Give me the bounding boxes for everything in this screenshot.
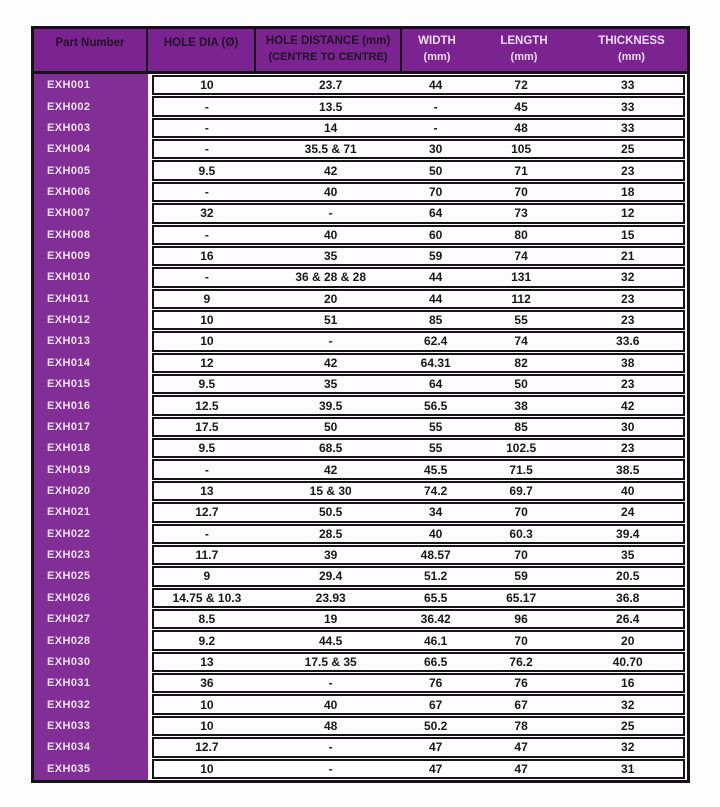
length-cell: 73 — [514, 206, 528, 221]
table-row — [34, 737, 687, 757]
length-cell: 50 — [514, 377, 528, 392]
hole-dia-cell: 8.5 — [198, 612, 216, 627]
length-cell: 76.2 — [509, 654, 533, 669]
length-cell: 74 — [514, 249, 528, 264]
part-number-cell: EXH026 — [47, 591, 91, 604]
hole-dia-cell: 13 — [200, 654, 214, 669]
length-cell: 59 — [514, 569, 528, 584]
part-number-cell: EXH015 — [47, 378, 91, 391]
thickness-cell: 40 — [621, 484, 635, 498]
width-cell: 50 — [429, 163, 443, 178]
row-values-strip — [152, 566, 685, 586]
row-values-strip — [152, 737, 685, 757]
header-part-number — [34, 29, 148, 71]
length-cell: 72 — [514, 78, 528, 93]
header-width-unit: (mm) — [423, 50, 451, 63]
row-values-strip — [152, 609, 685, 629]
hole-dia-cell: - — [204, 526, 209, 541]
length-cell: 80 — [514, 227, 528, 242]
width-cell: 47 — [429, 740, 443, 755]
part-number-cell: EXH009 — [47, 250, 91, 263]
header-thickness — [576, 29, 687, 71]
thickness-cell: 25 — [621, 718, 635, 733]
part-number-cell: EXH027 — [47, 613, 91, 626]
hole-dia-cell: 9.5 — [198, 441, 216, 456]
table-row — [34, 160, 687, 180]
part-number-cell: EXH002 — [47, 100, 91, 113]
part-number-cell: EXH016 — [47, 399, 91, 412]
thickness-cell: 24 — [621, 505, 635, 520]
hole-dia-cell: - — [204, 142, 209, 157]
row-values-strip — [152, 353, 685, 373]
length-cell: 70 — [514, 184, 528, 199]
hole-distance-cell: 44.5 — [319, 633, 343, 648]
table-row — [34, 609, 687, 629]
hole-distance-cell: 42 — [324, 163, 338, 178]
hole-distance-cell: 23.93 — [315, 590, 346, 605]
width-cell: 40 — [429, 526, 443, 541]
table-row — [34, 331, 687, 351]
header-width — [402, 29, 472, 71]
hole-dia-cell: 9.2 — [198, 633, 216, 648]
part-number-cell: EXH014 — [47, 356, 91, 369]
hole-dia-cell: 12.7 — [195, 505, 219, 520]
header-hole-distance-label: HOLE DISTANCE (mm) — [265, 35, 391, 47]
hole-dia-cell: 10 — [200, 761, 214, 776]
row-values-strip — [152, 182, 685, 202]
header-hole-distance — [256, 29, 402, 71]
hole-distance-cell: 40 — [324, 184, 338, 199]
table-row — [34, 459, 687, 479]
table-row — [34, 118, 687, 138]
table-row — [34, 673, 687, 693]
hole-dia-cell: - — [204, 270, 209, 285]
row-values-strip — [152, 139, 685, 159]
length-cell: 85 — [514, 419, 528, 434]
hole-dia-cell: - — [204, 462, 209, 477]
row-values-strip — [152, 246, 685, 266]
length-cell: 47 — [514, 740, 528, 755]
row-values-strip — [152, 759, 685, 779]
length-cell: 55 — [514, 313, 528, 328]
row-values-strip — [152, 331, 685, 351]
hole-distance-cell: 40 — [324, 227, 338, 242]
hole-distance-cell: 39.5 — [319, 398, 343, 413]
table-row — [34, 353, 687, 373]
hole-distance-cell: 36 & 28 & 28 — [295, 270, 367, 285]
width-cell: 46.1 — [424, 633, 448, 648]
header-thickness-unit: (mm) — [618, 50, 645, 63]
hole-distance-cell: 13.5 — [319, 99, 343, 114]
length-cell: 105 — [511, 142, 532, 157]
header-hole-distance-sublabel: (CENTRE TO CENTRE) — [268, 50, 388, 63]
header-length-label: LENGTH — [500, 35, 548, 47]
width-cell: 67 — [429, 697, 443, 712]
length-cell: 67 — [514, 697, 528, 712]
length-cell: 96 — [514, 612, 528, 627]
hole-distance-cell: - — [328, 761, 333, 776]
part-number-cell: EXH010 — [47, 271, 91, 284]
part-number-cell: EXH012 — [47, 314, 91, 327]
row-values-strip — [152, 459, 685, 479]
width-cell: 65.5 — [424, 590, 448, 605]
thickness-cell: 40.70 — [612, 654, 643, 669]
width-cell: 44 — [429, 291, 443, 306]
part-number-cell: EXH021 — [47, 506, 91, 519]
hole-distance-cell: 19 — [324, 612, 338, 627]
hole-dia-cell: 10 — [200, 334, 214, 349]
hole-distance-cell: 50 — [324, 419, 338, 434]
width-cell: 74.2 — [424, 484, 448, 498]
hole-dia-cell: 32 — [200, 206, 214, 221]
header-part-number-label: Part Number — [55, 37, 125, 49]
hole-distance-cell: 35 — [324, 377, 338, 392]
part-number-cell: EXH019 — [47, 463, 91, 476]
hole-dia-cell: 12 — [200, 355, 214, 370]
width-cell: 59 — [429, 249, 443, 264]
part-number-cell: EXH022 — [47, 527, 91, 540]
table-row — [34, 759, 687, 779]
hole-distance-cell: 23.7 — [319, 78, 343, 93]
row-values-strip — [152, 524, 685, 544]
hole-distance-cell: - — [328, 206, 333, 221]
part-number-cell: EXH011 — [47, 292, 90, 305]
part-number-cell: EXH025 — [47, 570, 91, 583]
table-row — [34, 96, 687, 116]
hole-dia-cell: 9.5 — [198, 163, 216, 178]
length-cell: 70 — [514, 505, 528, 520]
hole-dia-cell: 17.5 — [195, 419, 219, 434]
width-cell: 64 — [429, 206, 443, 221]
hole-dia-cell: 10 — [200, 697, 214, 712]
length-cell: 74 — [514, 334, 528, 349]
width-cell: 64.31 — [420, 355, 451, 370]
row-values-strip — [152, 310, 685, 330]
row-values-strip — [152, 374, 685, 394]
thickness-cell: 23 — [621, 313, 635, 328]
table-row — [34, 417, 687, 437]
hole-distance-cell: 15 & 30 — [309, 484, 352, 498]
thickness-cell: 32 — [621, 740, 635, 755]
row-values-strip — [152, 75, 685, 95]
hole-dia-cell: 10 — [200, 313, 214, 328]
table-row — [34, 310, 687, 330]
length-cell: 70 — [514, 548, 528, 563]
thickness-cell: 30 — [621, 419, 635, 434]
thickness-cell: 36.8 — [616, 590, 640, 605]
width-cell: 47 — [429, 761, 443, 776]
row-values-strip — [152, 118, 685, 138]
hole-dia-cell: 11.7 — [195, 548, 219, 563]
part-number-cell: EXH005 — [47, 164, 91, 177]
row-values-strip — [152, 160, 685, 180]
thickness-cell: 38.5 — [616, 462, 640, 477]
thickness-cell: 16 — [621, 676, 635, 691]
part-number-cell: EXH007 — [47, 207, 91, 220]
width-cell: 51.2 — [424, 569, 448, 584]
part-number-cell: EXH004 — [47, 143, 91, 156]
length-cell: 78 — [514, 718, 528, 733]
table-row — [34, 289, 687, 309]
part-number-cell: EXH013 — [47, 335, 91, 348]
row-values-strip — [152, 289, 685, 309]
table-row — [34, 502, 687, 522]
hole-dia-cell: 36 — [200, 676, 214, 691]
hole-distance-cell: - — [328, 740, 333, 755]
hole-dia-cell: 14.75 & 10.3 — [172, 590, 242, 605]
hole-dia-cell: - — [204, 227, 209, 242]
width-cell: 85 — [429, 313, 443, 328]
thickness-cell: 32 — [621, 270, 635, 285]
hole-dia-cell: 10 — [200, 718, 214, 733]
width-cell: 44 — [429, 78, 443, 93]
hole-dia-cell: 10 — [200, 78, 214, 93]
thickness-cell: 18 — [621, 184, 635, 199]
part-number-cell: EXH034 — [47, 741, 91, 754]
hole-distance-cell: 29.4 — [319, 569, 343, 584]
table-row — [34, 395, 687, 415]
row-values-strip — [152, 716, 685, 736]
part-number-cell: EXH033 — [47, 719, 91, 732]
hole-dia-cell: 12.5 — [195, 398, 219, 413]
part-number-cell: EXH008 — [47, 228, 91, 241]
part-number-cell: EXH017 — [47, 420, 91, 433]
length-cell: 71.5 — [509, 462, 533, 477]
thickness-cell: 39.4 — [616, 526, 640, 541]
header-thickness-label: THICKNESS — [598, 35, 665, 47]
hole-dia-cell: 13 — [200, 484, 214, 498]
row-values-strip — [152, 395, 685, 415]
width-cell: 76 — [429, 676, 443, 691]
length-cell: 70 — [514, 633, 528, 648]
width-cell: 66.5 — [424, 654, 448, 669]
part-number-cell: EXH023 — [47, 549, 91, 562]
length-cell: 60.3 — [509, 526, 533, 541]
thickness-cell: 38 — [621, 355, 635, 370]
hole-distance-cell: 39 — [324, 548, 338, 563]
hole-distance-cell: 28.5 — [319, 526, 343, 541]
hole-dia-cell: 12.7 — [195, 740, 219, 755]
table-row — [34, 481, 687, 501]
part-number-cell: EXH030 — [47, 655, 91, 668]
thickness-cell: 23 — [621, 291, 635, 306]
length-cell: 82 — [514, 355, 528, 370]
thickness-cell: 33 — [621, 99, 635, 114]
part-number-cell: EXH028 — [47, 634, 91, 647]
hole-distance-cell: 68.5 — [319, 441, 343, 456]
table-row — [34, 203, 687, 223]
row-values-strip — [152, 545, 685, 565]
part-number-cell: EXH003 — [47, 121, 91, 134]
row-values-strip — [152, 673, 685, 693]
table-row — [34, 588, 687, 608]
length-cell: 69.7 — [509, 484, 533, 498]
hole-dia-cell: 9.5 — [198, 377, 216, 392]
hole-dia-cell: 9 — [203, 569, 211, 584]
length-cell: 102.5 — [506, 441, 537, 456]
row-values-strip — [152, 652, 685, 672]
thickness-cell: 33 — [621, 78, 635, 93]
length-cell: 65.17 — [506, 590, 537, 605]
part-number-cell: EXH020 — [47, 485, 91, 497]
row-values-strip — [152, 417, 685, 437]
thickness-cell: 23 — [621, 441, 635, 456]
hole-distance-cell: 40 — [324, 697, 338, 712]
header-hole-dia-label: HOLE DIA (Ø) — [163, 37, 239, 49]
width-cell: 34 — [429, 505, 443, 520]
width-cell: - — [433, 99, 438, 114]
hole-distance-cell: - — [328, 334, 333, 349]
table-row — [34, 139, 687, 159]
thickness-cell: 20 — [621, 633, 635, 648]
thickness-cell: 15 — [621, 227, 635, 242]
row-values-strip — [152, 481, 685, 501]
hole-distance-cell: 14 — [324, 120, 338, 135]
length-cell: 131 — [511, 270, 532, 285]
length-cell: 38 — [514, 398, 528, 413]
table-header-row — [34, 29, 687, 74]
row-values-strip — [152, 225, 685, 245]
thickness-cell: 42 — [621, 398, 635, 413]
length-cell: 71 — [514, 163, 528, 178]
thickness-cell: 23 — [621, 163, 635, 178]
width-cell: 55 — [429, 419, 443, 434]
table-row — [34, 438, 687, 458]
header-hole-dia — [148, 29, 256, 71]
width-cell: 62.4 — [424, 334, 448, 349]
thickness-cell: 12 — [621, 206, 635, 221]
part-number-cell: EXH006 — [47, 185, 91, 198]
table-row — [34, 267, 687, 287]
row-values-strip — [152, 588, 685, 608]
thickness-cell: 33 — [621, 120, 635, 135]
thickness-cell: 31 — [621, 761, 635, 776]
hole-dia-cell: - — [204, 184, 209, 199]
width-cell: - — [433, 120, 438, 135]
length-cell: 47 — [514, 761, 528, 776]
table-row — [34, 374, 687, 394]
hole-distance-cell: 42 — [324, 462, 338, 477]
thickness-cell: 32 — [621, 697, 635, 712]
table-row — [34, 225, 687, 245]
header-width-label: WIDTH — [418, 35, 456, 47]
width-cell: 56.5 — [424, 398, 448, 413]
table-row — [34, 630, 687, 650]
hole-dia-cell: - — [204, 99, 209, 114]
part-number-cell: EXH001 — [47, 79, 91, 92]
hole-distance-cell: 35 — [324, 249, 338, 264]
table-row — [34, 524, 687, 544]
width-cell: 50.2 — [424, 718, 448, 733]
thickness-cell: 33.6 — [616, 334, 640, 349]
thickness-cell: 25 — [621, 142, 635, 157]
parts-table — [31, 26, 690, 783]
table-row — [34, 545, 687, 565]
hole-dia-cell: - — [204, 120, 209, 135]
part-number-cell: EXH035 — [47, 762, 91, 775]
width-cell: 44 — [429, 270, 443, 285]
width-cell: 64 — [429, 377, 443, 392]
width-cell: 48.57 — [420, 548, 451, 563]
length-cell: 45 — [514, 99, 528, 114]
row-values-strip — [152, 694, 685, 714]
thickness-cell: 20.5 — [616, 569, 640, 584]
width-cell: 30 — [429, 142, 443, 157]
table-row — [34, 75, 687, 95]
part-number-cell: EXH031 — [47, 677, 91, 690]
table-row — [34, 716, 687, 736]
table-row — [34, 566, 687, 586]
width-cell: 60 — [429, 227, 443, 242]
width-cell: 70 — [429, 184, 443, 199]
hole-distance-cell: 51 — [324, 313, 338, 328]
header-length — [472, 29, 576, 71]
table-row — [34, 652, 687, 672]
row-values-strip — [152, 438, 685, 458]
hole-distance-cell: 20 — [324, 291, 338, 306]
width-cell: 36.42 — [420, 612, 451, 627]
hole-distance-cell: 48 — [324, 718, 338, 733]
part-number-cell: EXH018 — [47, 442, 91, 455]
row-values-strip — [152, 96, 685, 116]
length-cell: 48 — [514, 120, 528, 135]
header-length-unit: (mm) — [510, 50, 538, 63]
row-values-strip — [152, 203, 685, 223]
hole-distance-cell: 17.5 & 35 — [304, 654, 357, 669]
table-row — [34, 694, 687, 714]
hole-distance-cell: 35.5 & 71 — [304, 142, 357, 157]
hole-distance-cell: 50.5 — [319, 505, 343, 520]
table-body — [34, 74, 687, 780]
hole-distance-cell: - — [328, 676, 333, 691]
row-values-strip — [152, 267, 685, 287]
thickness-cell: 26.4 — [616, 612, 640, 627]
width-cell: 55 — [429, 441, 443, 456]
table-row — [34, 182, 687, 202]
hole-distance-cell: 42 — [324, 355, 338, 370]
thickness-cell: 35 — [621, 548, 635, 563]
part-number-cell: EXH032 — [47, 698, 91, 711]
length-cell: 112 — [511, 291, 531, 306]
thickness-cell: 23 — [621, 377, 635, 392]
table-row — [34, 246, 687, 266]
row-values-strip — [152, 630, 685, 650]
thickness-cell: 21 — [621, 249, 635, 264]
row-values-strip — [152, 502, 685, 522]
length-cell: 76 — [514, 676, 528, 691]
hole-dia-cell: 16 — [200, 249, 214, 264]
hole-dia-cell: 9 — [203, 291, 211, 306]
width-cell: 45.5 — [424, 462, 448, 477]
